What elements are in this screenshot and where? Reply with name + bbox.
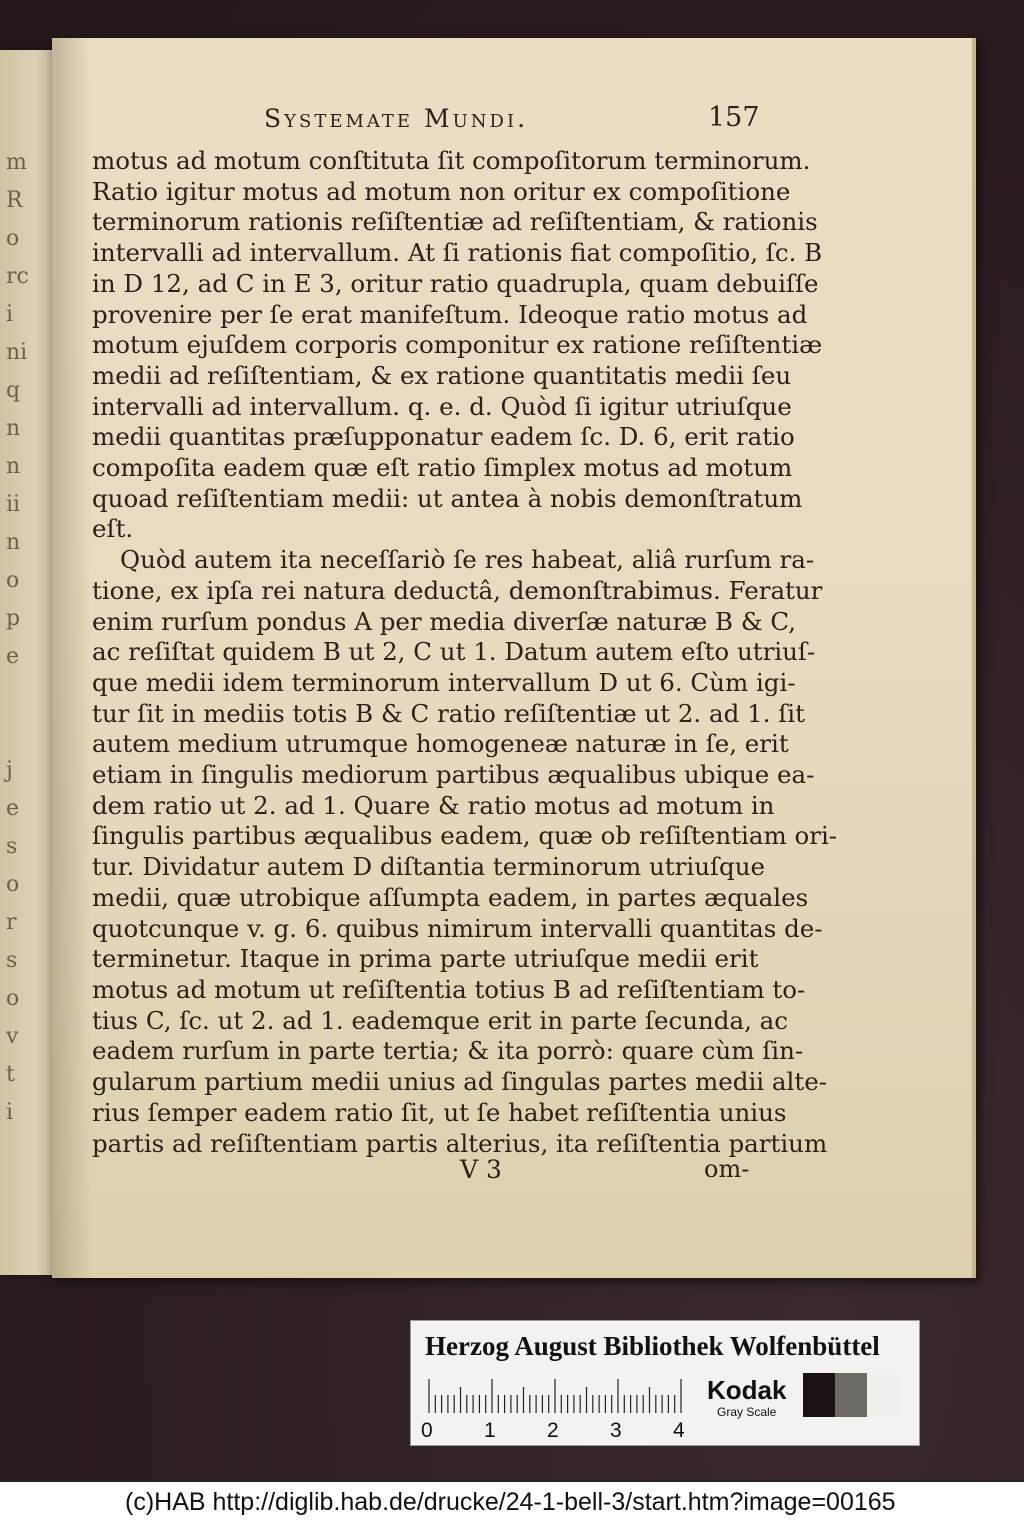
gray-patch	[835, 1373, 867, 1417]
text-line: motus ad motum ut reſiſtentia totius B ad reſiſtentiam to-	[92, 974, 806, 1004]
left-page-fragment: o	[6, 986, 20, 1011]
book-page	[52, 38, 976, 1278]
left-page-fragment: R	[6, 188, 23, 213]
left-page-fragment: v	[6, 1024, 19, 1049]
left-page-fragment: p	[6, 606, 21, 631]
signature-mark: V 3	[460, 1155, 502, 1184]
left-page-fragment: o	[6, 872, 20, 897]
text-line: terminorum rationis reſiſtentiæ ad reſiſtentiam, & rationis	[92, 207, 818, 237]
left-page-fragment: o	[6, 568, 20, 593]
text-line: que medii idem terminorum intervallum D ut 6. Cùm igi-	[92, 667, 796, 697]
ruler-label: 4	[673, 1419, 685, 1442]
left-page-fragment: i	[6, 302, 14, 327]
gray-patches	[803, 1373, 899, 1417]
text-line: quotcunque v. g. 6. quibus nimirum intervalli quantitas de-	[92, 913, 823, 943]
left-page-fragment: q	[6, 378, 21, 403]
left-page-fragment: e	[6, 796, 20, 821]
ruler-scale	[425, 1377, 687, 1413]
library-title: Herzog August Bibliothek Wolfenbüttel	[425, 1331, 880, 1361]
text-line: compoſita eadem quæ eſt ratio ſimplex motus ad motum	[92, 453, 793, 483]
text-line: autem medium utrumque homogeneæ naturæ in ſe, erit	[92, 729, 789, 759]
gray-patch	[867, 1373, 899, 1417]
left-page-fragment: n	[6, 454, 21, 479]
footer-bar	[0, 1482, 1024, 1525]
text-line: intervalli ad intervallum. At ſi rationis fiat compoſitio, ſc. B	[92, 238, 823, 268]
text-line: provenire per ſe erat manifeſtum. Ideoque ratio motus ad	[92, 299, 808, 329]
text-line: in D 12, ad C in E 3, oritur ratio quadrupla, quam debuiſſe	[92, 268, 819, 298]
left-page-fragment: s	[6, 834, 18, 859]
text-line: enim rurſum pondus A per media diverſæ naturæ B & C,	[92, 606, 797, 636]
left-page-fragment: t	[6, 1062, 15, 1087]
left-page-fragment: s	[6, 948, 18, 973]
page-number: 157	[708, 102, 760, 133]
running-head: Systemate Mundi.	[264, 104, 529, 133]
text-line: medii quantitas præſupponatur eadem ſc. D. 6, erit ratio	[92, 422, 795, 452]
left-page-fragment: j	[6, 758, 13, 783]
text-line: tur. Dividatur autem D diſtantia terminorum utriuſque	[92, 852, 766, 882]
text-line: partis ad reſiſtentiam partis alterius, ita reſiſtentia partium	[92, 1128, 828, 1158]
previous-page-edge	[0, 50, 58, 1275]
left-page-fragment: rc	[6, 264, 29, 289]
ruler-labels	[421, 1419, 701, 1443]
grayscale-label: Gray Scale	[717, 1405, 777, 1419]
text-line: quoad reſiſtentiam medii: ut antea à nobis demonſtratum	[92, 483, 803, 513]
left-page-fragment: ii	[6, 492, 21, 517]
ruler-label: 2	[547, 1419, 559, 1442]
left-page-fragment: r	[6, 910, 17, 935]
text-line: eſt.	[92, 514, 134, 544]
text-line: ſingulis partibus æqualibus eadem, quæ ob reſiſtentiam ori-	[92, 821, 838, 851]
left-page-fragment: n	[6, 530, 21, 555]
footer-url-text: (c)HAB http://diglib.hab.de/drucke/24-1-bell-3/start.htm?image=00165	[125, 1488, 896, 1516]
text-line: etiam in ſingulis mediorum partibus æqualibus ubique ea-	[92, 760, 815, 790]
library-color-bar	[410, 1320, 920, 1446]
text-line: Ratio igitur motus ad motum non oritur ex compoſitione	[92, 176, 791, 206]
left-page-fragment: n	[6, 416, 21, 441]
text-line: motus ad motum conſtituta ſit compoſitorum terminorum.	[92, 146, 811, 175]
left-page-fragment: e	[6, 644, 20, 669]
catchword: om-	[704, 1155, 750, 1183]
text-line: Quòd autem ita neceſſariò ſe res habeat, aliâ rurſum ra-	[120, 545, 815, 575]
left-page-fragment: ni	[6, 340, 28, 365]
text-line: intervalli ad intervallum. q. e. d. Quòd ſi igitur utriuſque	[92, 391, 792, 421]
text-line: medii, quæ utrobique aſſumpta eadem, in partes æquales	[92, 882, 809, 912]
ruler-label: 3	[610, 1419, 622, 1442]
text-line: rius ſemper eadem ratio ſit, ut ſe habet reſiſtentia unius	[92, 1097, 787, 1127]
text-line: terminetur. Itaque in prima parte utriuſque medii erit	[92, 944, 759, 974]
body-text	[92, 146, 838, 1159]
text-line: tione, ex ipſa rei natura deductâ, demonſtrabimus. Feratur	[92, 575, 823, 605]
text-line: medii ad reſiſtentiam, & ex ratione quantitatis medii ſeu	[92, 360, 792, 390]
kodak-logo: Kodak	[707, 1375, 787, 1405]
text-line: motum ejuſdem corporis componitur ex ratione reſiſtentiæ	[92, 330, 823, 360]
left-page-fragment: o	[6, 226, 20, 251]
text-line: gularum partium medii unius ad ſingulas partes medii alte-	[92, 1067, 827, 1097]
left-page-fragment: m	[6, 150, 27, 175]
text-line: dem ratio ut 2. ad 1. Quare & ratio motus ad motum in	[92, 790, 775, 820]
gray-patch	[803, 1373, 835, 1417]
text-line: eadem rurſum in parte tertia; & ita porrò: quare cùm ſin-	[92, 1036, 804, 1066]
text-line: ac reſiſtat quidem B ut 2, C ut 1. Datum autem eſto utriuſ-	[92, 637, 816, 667]
ruler-label: 0	[421, 1419, 433, 1442]
text-line: tur ſit in mediis totis B & C ratio reſiſtentiæ ut 2. ad 1. ſit	[92, 698, 805, 728]
text-line: tius C, ſc. ut 2. ad 1. eademque erit in parte ſecunda, ac	[92, 1005, 788, 1035]
left-page-fragment: i	[6, 1100, 14, 1125]
ruler-label: 1	[484, 1419, 496, 1442]
